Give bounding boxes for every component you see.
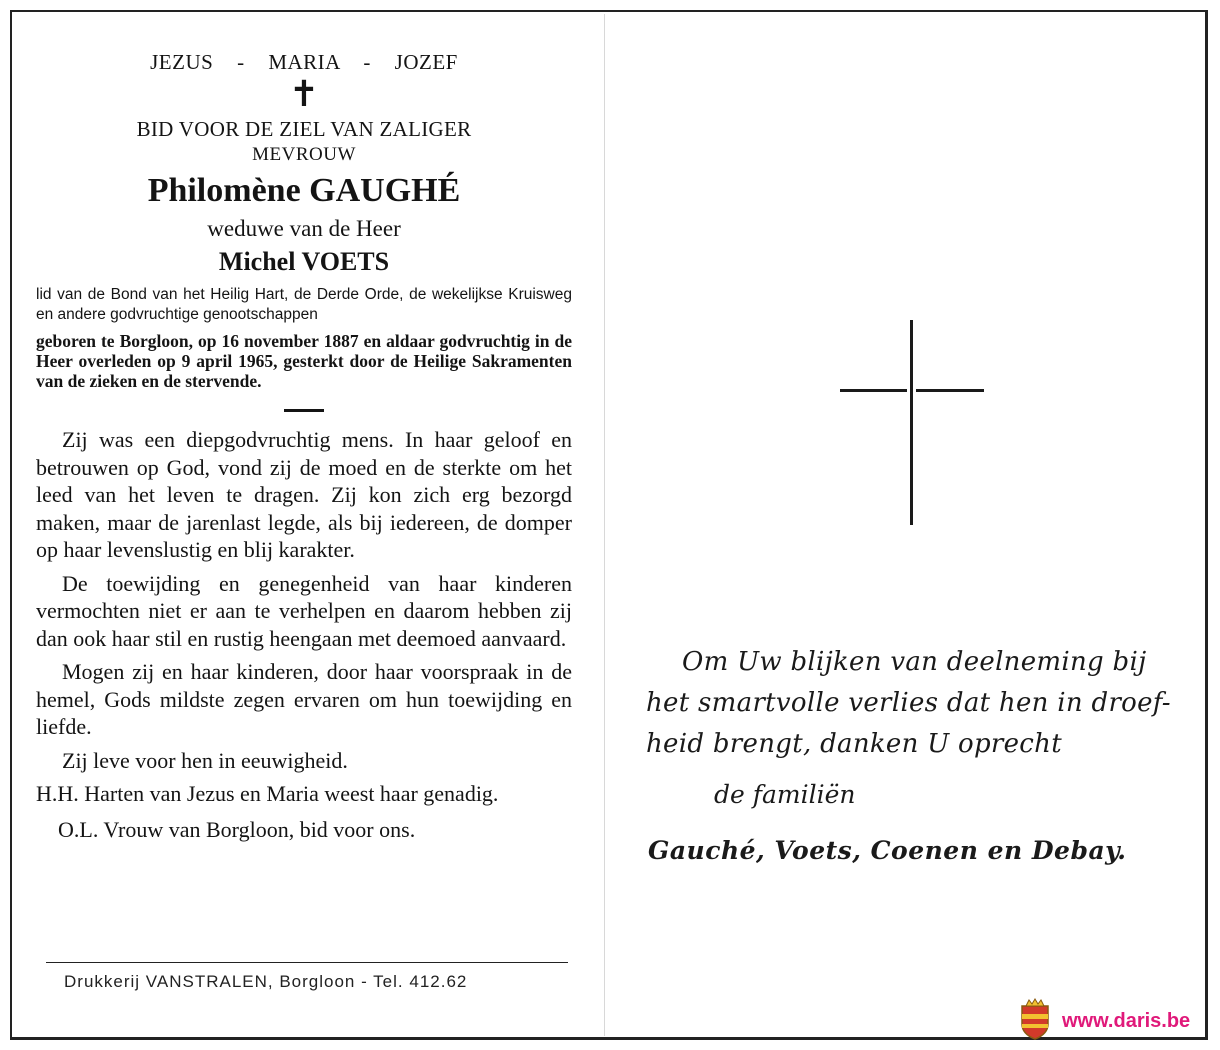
thanks-text: [646, 642, 1174, 765]
memorial-paragraph-2: De toewijding en genegenheid van haar kinderen vermochten niet er aan te verhelpen en daarom hebben zij dan ook haar stil en rustig heengaan met deemoed aanvaard.: [36, 570, 572, 651]
header-separator: -: [363, 50, 371, 74]
cross-vertical-beam: [910, 320, 913, 525]
cross-icon: ✝: [288, 74, 320, 115]
left-panel: [36, 50, 572, 849]
memorial-paragraph-3: Mogen zij en haar kinderen, door haar voorspraak in de hemel, Gods mildste zegen ervaren om hun toewijding en liefde.: [36, 659, 572, 739]
memorial-text: [36, 426, 572, 843]
header-separator: -: [237, 50, 245, 74]
printer-rule: [46, 962, 568, 963]
family-names: Gauché, Voets, Coenen en Debay.: [648, 836, 1127, 865]
title-line: MEVROUW: [252, 144, 356, 165]
memorial-paragraph-6: O.L. Vrouw van Borgloon, bid voor ons.: [58, 816, 416, 842]
memorial-paragraph-5: H.H. Harten van Jezus en Maria weest haar genadig.: [36, 781, 499, 806]
families-label: de familiën: [714, 780, 856, 809]
cross-left-arm: [840, 389, 907, 392]
large-cross-icon: [840, 320, 984, 525]
widow-of-line: weduwe van de Heer: [207, 216, 401, 241]
memorial-paragraph-1: Zij was een diepgodvruchtig mens. In haar geloof en betrouwen op God, vond zij de moed en de sterkte om het leed van het leven te dragen. Zij kon zich erg bezorgd maken, maar de jarenlast legde, als bij iedereen, de domper op haar levenslustig en blij karakter.: [36, 427, 572, 562]
husband-name: Michel VOETS: [218, 247, 390, 276]
header-name-maria: MARIA: [268, 50, 340, 74]
coat-of-arms-icon: [1018, 998, 1052, 1040]
holy-family-header: [36, 50, 572, 75]
membership-text: lid van de Bond van het Heilig Hart, de Derde Orde, de wekelijkse Kruisweg en andere godvruchtige genootschappen: [36, 286, 572, 323]
birth-death-text: geboren te Borgloon, op 16 november 1887 en aldaar godvruchtig in de Heer overleden op 9 april 1965, gesterkt door de Heilige Sakramenten van de zieken en de stervende.: [36, 331, 572, 391]
header-name-jezus: JEZUS: [150, 50, 214, 74]
thanks-line-2: het smartvolle verlies dat hen in droef-: [646, 688, 1171, 718]
cross-right-arm: [916, 389, 984, 392]
printer-credit: Drukkerij VANSTRALEN, Borgloon - Tel. 412.62: [64, 972, 468, 991]
section-divider: [284, 409, 324, 412]
thanks-line-1: Om Uw blijken van deelneming bij: [682, 647, 1147, 677]
memorial-paragraph-4: Zij leve voor hen in eeuwigheid.: [62, 747, 348, 773]
deceased-name: Philomène GAUGHÉ: [147, 172, 461, 209]
thanks-line-3: heid brengt, danken U oprecht: [646, 729, 1062, 759]
watermark-url[interactable]: www.daris.be: [1062, 1010, 1191, 1032]
prayer-line: BID VOOR DE ZIEL VAN ZALIGER: [136, 117, 472, 141]
header-name-jozef: JOZEF: [394, 50, 458, 74]
fold-line: [604, 14, 605, 1036]
